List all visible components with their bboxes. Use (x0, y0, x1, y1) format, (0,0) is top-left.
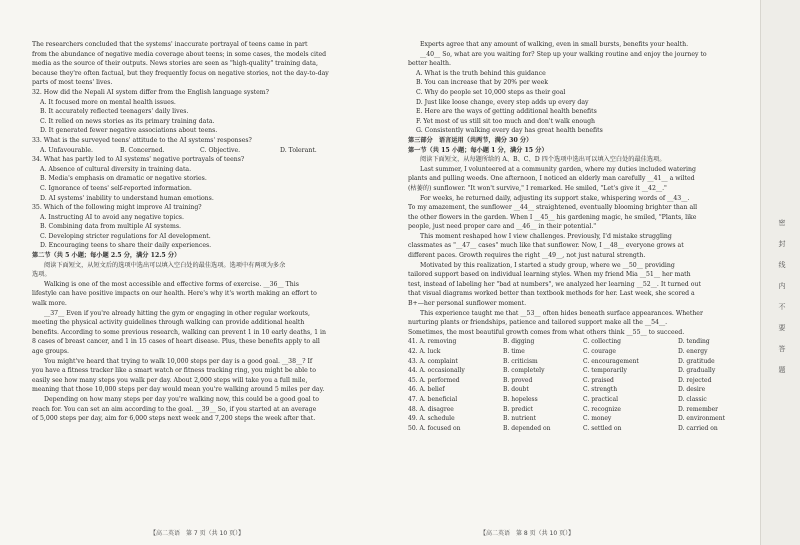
question-stem: 34. What has partly led to AI systems' negative portrayals of teens? (32, 156, 245, 164)
choice-cell: B. depended on (503, 424, 551, 432)
section-instructions: 选项。 (32, 271, 51, 279)
choice-cell: 49. A. schedule (408, 415, 455, 423)
part-heading: 第三部分 语言运用（共两节，满分 30 分） (408, 136, 533, 144)
passage-line: from the abundance of negative media coverage about teens; in some cases, the models cited (32, 50, 327, 58)
passage-line: meeting the physical activity guidelines through walking can provide additional health (32, 319, 305, 327)
choice-cell: 41. A. removing (408, 338, 457, 346)
question-stem: 32. How did the Nepali AI system differ from the English language system? (32, 88, 269, 96)
answer-option: A. Instructing AI to avoid any negative topics. (40, 213, 184, 221)
choice-cell: D. energy (678, 348, 708, 355)
passage-line: test, instead of labeling her "bad at numbers", we analyzed her learning __52__. It turned out (408, 280, 701, 288)
passage-line: age groups. (32, 348, 70, 355)
choice-cell: B. nutrient (503, 415, 536, 423)
passage-line: that visual diagrams worked better than textbook methods for her. Last week, she scored a (408, 290, 695, 298)
question-stem: 35. Which of the following might improve AI training? (32, 204, 202, 212)
passage-line: easily see how many steps you walk per day. About 2,000 steps will take you a full mile, (32, 376, 308, 384)
passage-line: reach for. You can set an aim according to the goal. __39__ So, if you started at an average (32, 405, 317, 413)
option-row (32, 146, 384, 156)
passage-line: Depending on how many steps per day you're walking now, this could be a good goal to (44, 395, 319, 403)
choice-cell: 47. A. beneficial (408, 395, 458, 403)
passage-line: different paces. Growth requires the right __49__, not just natural strength. (408, 252, 646, 260)
passage-line: This experience taught me that __53__ often hides beneath surface appearances. Whether (420, 309, 703, 317)
passage-line: parts of most teens' lives. (32, 79, 113, 87)
passage-line: Experts agree that any amount of walking, even in small bursts, benefits your health. (420, 41, 689, 48)
passage-line: Walking is one of the most accessible and effective forms of exercise. __36__ This (44, 280, 299, 288)
passage-line: you have a fitness tracker like a smart watch or fitness tracking ring, you might be able to (32, 367, 316, 375)
section-instructions: 阅读下面短文，从短文后的选项中选出可以填入空白处的最佳选项。选项中有两项为多余 (44, 261, 286, 269)
choice-cell: D. desire (678, 386, 706, 394)
choice-cell: B. proved (503, 376, 533, 384)
choice-cell: C. strength (583, 386, 618, 394)
passage-line: Sometimes, the most beautiful growth comes from what others think __55__ to succeed. (408, 328, 685, 336)
choice-cell: B. predict (503, 405, 534, 413)
seal-char: 不 (778, 303, 786, 311)
choice-cell: C. practical (583, 395, 619, 403)
choice-cell: C. encouragement (583, 357, 639, 365)
choice-cell: B. doubt (503, 386, 529, 394)
answer-option: C. Developing stricter regulations for AI development. (40, 232, 211, 240)
passage-line: classmates as "__47__ cases" much like that sunflower. Now, I __48__ everyone grows at (408, 242, 684, 250)
passage-line: people, just need proper care and __46__ in their potential." (408, 223, 597, 231)
answer-option: A. Absence of cultural diversity in training data. (40, 165, 192, 173)
passage-line: 8 cases of breast cancer, and 1 in 15 cases of heart disease. Plus, these benefits apply to all (32, 338, 320, 346)
choice-cell: C. courage (583, 348, 616, 355)
page-7 (0, 0, 398, 545)
answer-option: D. Encouraging teens to share their daily experiences. (40, 242, 212, 250)
passage-line: To my amazement, the sunflower __44__ straightened, eventually blooming brighter than all (408, 204, 698, 212)
seal-char: 线 (778, 261, 786, 269)
section-heading: 第二节（共 5 小题；每小题 2.5 分，满分 12.5 分） (32, 252, 181, 260)
answer-option: B. It accurately reflected teenagers' daily lives. (40, 108, 189, 116)
passage-line: (枯萎的) sunflower. "It won't survive," I remarked. He smiled, "Let's give it __42__." (408, 184, 667, 192)
choice-cell: B. hopeless (503, 395, 538, 403)
answer-option: F. Yet most of us still sit too much and don't walk enough (416, 117, 596, 125)
choice-cell: C. collecting (583, 338, 621, 346)
passage-line: __37__ Even if you're already hitting the gym or engaging in other regular workouts, (44, 309, 310, 317)
passage-line: __40__ So, what are you waiting for? Step up your walking routine and enjoy the journey to (420, 50, 707, 58)
choice-cell: C. recognize (583, 405, 621, 413)
answer-option: B. Media's emphasis on dramatic or negative stories. (40, 175, 207, 183)
passage-line: nurturing plants or friendships, patience and tailored support make all the __54__. (408, 319, 668, 327)
choice-cell: B. time (503, 348, 525, 355)
question-stem: 33. What is the surveyed teens' attitude to the AI systems' responses? (32, 136, 252, 144)
choice-cell: C. money (583, 415, 612, 423)
answer-option: C. Ignorance of teens' self-reported information. (40, 184, 192, 192)
choice-cell: B. completely (503, 367, 545, 375)
answer-option: A. Unfavourable. (40, 146, 94, 154)
choice-cell: 50. A. focused on (408, 424, 461, 432)
choice-cell: 43. A. complaint (408, 357, 458, 365)
passage-line: The researchers concluded that the systems' inaccurate portrayal of teens came in part (32, 41, 308, 48)
choice-cell: 44. A. occasionally (408, 367, 465, 375)
seal-char: 内 (778, 282, 786, 290)
choice-cell: D. gratitude (678, 357, 715, 365)
passage-line: lifestyle can have positive impacts on our health. Here's why it's worth making an effort to (32, 290, 317, 298)
choice-cell: D. remember (678, 405, 719, 413)
answer-option: A. What is the truth behind this guidance (416, 69, 546, 77)
choice-cell: D. rejected (678, 376, 712, 384)
choice-cell: C. praised (583, 376, 614, 384)
choice-cell: D. environment (678, 415, 725, 423)
seal-line-text (775, 220, 789, 374)
seal-char: 密 (778, 219, 786, 227)
passage-line: For weeks, he returned daily, adjusting its support stake, whispering words of __43__. (420, 194, 690, 202)
choice-cell: D. classic (678, 395, 707, 403)
answer-option: G. Consistently walking every day has great health benefits (416, 127, 603, 135)
answer-option: D. It generated fewer negative associations about teens. (40, 127, 218, 135)
answer-option: D. AI systems' inability to understand human emotions. (40, 194, 214, 202)
passage-line: because they're often factual, but they frequently focus on negative stories, not the day-to-day (32, 69, 329, 77)
passage-line: media as the source of their outputs. News stories are seen as "high-quality" training data, (32, 60, 318, 68)
choice-cell: 42. A. luck (408, 348, 441, 355)
answer-option: E. Here are the ways of getting additional health benefits (416, 108, 597, 116)
passage-line: You might've heard that trying to walk 10,000 steps per day is a good goal. __38__? If (44, 357, 313, 365)
passage-line: of 5,000 steps per day, aim for 6,000 steps next week and 7,200 steps the week after that. (32, 415, 316, 423)
choice-cell: D. tending (678, 338, 710, 346)
passage-line: plants and pulling weeds. One afternoon, I noticed an elderly man carefully __41__ a wilted (408, 175, 695, 183)
page-7-footer: 【高二英语 第 7 页（共 10 页）】 (150, 530, 245, 537)
choice-cell: B. criticism (503, 357, 538, 365)
choice-cell: 48. A. disagree (408, 405, 454, 413)
passage-line: Motivated by this realization, I started a study group, where we __50__ providing (420, 261, 675, 269)
answer-option: B. You can increase that by 20% per week (416, 79, 549, 87)
choice-cell: C. temporarily (583, 367, 627, 375)
passage-line: benefits. According to some previous research, walking can prevent 1 in 10 early deaths, 1 in (32, 328, 326, 336)
page-8 (398, 0, 760, 545)
choice-cell: D. carried on (678, 424, 718, 432)
answer-option: D. Just like loose change, every step adds up every day (416, 98, 589, 106)
passage-line: the other flowers in the garden. When I __45__ his gardening magic, he smiled, "Plants, like (408, 213, 697, 221)
choice-cell: D. gradually (678, 367, 716, 375)
answer-option: B. Combining data from multiple AI systems. (40, 223, 181, 231)
answer-option: B. Concerned. (120, 146, 165, 154)
seal-char: 题 (778, 366, 786, 374)
passage-line: Last summer, I volunteered at a community garden, where my duties included watering (420, 165, 696, 173)
section-heading: 第一节（共 15 小题；每小题 1 分，满分 15 分） (408, 146, 548, 154)
section-instructions: 阅读下面短文，从每题所给的 A、B、C、D 四个选项中选出可以填入空白处的最佳选项。 (420, 156, 666, 164)
answer-option: C. Why do people set 10,000 steps as their goal (416, 88, 566, 96)
choice-cell: B. digging (503, 338, 535, 346)
cloze-choices-table (408, 337, 754, 433)
answer-option: A. It focused more on mental health issues. (40, 98, 176, 106)
choice-cell: 45. A. performed (408, 376, 460, 384)
choice-cell: C. settled on (583, 424, 622, 432)
passage-line: This moment reshaped how I view challenges. Previously, I'd mistake struggling (420, 232, 672, 240)
passage-line: walk more. (32, 300, 67, 308)
answer-option: C. Objective. (200, 146, 241, 154)
passage-line: tailored support based on individual learning styles. When my friend Mia __51__ her math (408, 271, 691, 279)
passage-line: better health. (408, 60, 451, 68)
passage-line: B+—her personal sunflower moment. (408, 300, 527, 308)
seal-char: 要 (778, 324, 786, 332)
choice-cell: 46. A. belief (408, 386, 445, 394)
passage-line: meaning that those 10,000 steps per day would mean you're walking around 5 miles per day. (32, 386, 325, 394)
page-8-footer: 【高二英语 第 8 页（共 10 页）】 (480, 530, 575, 537)
seal-char: 封 (778, 240, 786, 248)
answer-option: C. It relied on news stories as its primary training data. (40, 117, 215, 125)
seal-char: 答 (778, 345, 786, 353)
answer-option: D. Tolerant. (280, 146, 317, 154)
